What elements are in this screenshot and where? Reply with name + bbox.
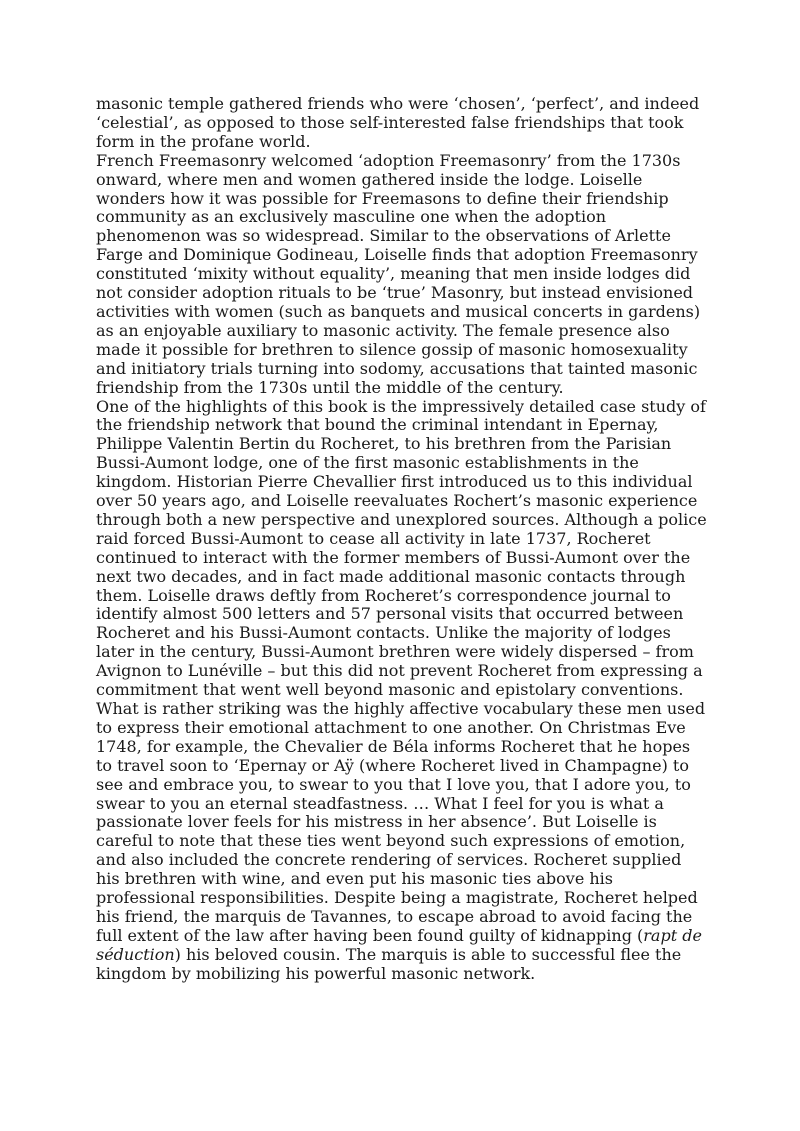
italic-term: rapt de séduction (96, 925, 702, 964)
paragraph-3-text-start: One of the highlights of this book is the impressively detailed case study of the friendship network that bound the criminal intendant in Epernay, Philippe Valentin Bertin du Rocheret, to his brethren from the Parisian Bussi-Aumont lodge, one of the first masonic establishments in the kingdom. Historian Pierre Chevallier first introduced us to this individual over 50 years ago, and Loiselle reevaluates Rochert’s masonic experience through both a new perspective and unexplored sources. Although a police raid forced Bussi-Aumont to cease all activity in late 1737, Rocheret continued to interact with the former members of Bussi-Aumont over the next two decades, and in fact made additional masonic contacts through them. Loiselle draws deftly from Rocheret’s correspondence journal to identify almost 500 letters and 57 personal visits that occurred between Rocheret and his Bussi-Aumont contacts. Unlike the majority of lodges later in the century, Bussi-Aumont brethren were widely dispersed – from Avignon to Lunéville – but this did not prevent Rocheret from expressing a commitment that went well beyond masonic and epistolary conventions. What is rather striking was the highly affective vocabulary these men used to express their emotional attachment to one another. On Christmas Eve 1748, for example, the Chevalier de Béla informs Rocheret that he hopes to travel soon to ‘Epernay or Aÿ (where Rocheret lived in Champagne) to see and embrace you, to swear to you that I love you, that I adore you, to swear to you an eternal steadfastness. … What I feel for you is what a passionate lover feels for his mistress in her absence’. But Loiselle is careful to note that these ties went beyond such expressions of emotion, and also included the concrete rendering of services. Rocheret supplied his brethren with wine, and even put his masonic ties above his professional responsibilities. Despite being a magistrate, Rocheret helped his friend, the marquis de Tavannes, to escape abroad to avoid facing the full extent of the law after having been found guilty of kidnapping ( (96, 396, 707, 945)
document-page (96, 95, 708, 984)
paragraph-1: masonic temple gathered friends who were ‘chosen’, ‘perfect’, and indeed ‘celestial’, as opposed to those self-interested false friendships that took form in the profane world. (96, 94, 700, 151)
paragraph-3-text-end: ) his beloved cousin. The marquis is able to successful flee the kingdom by mobilizing his powerful masonic network. (96, 944, 682, 983)
paragraph-2: French Freemasonry welcomed ‘adoption Freemasonry’ from the 1730s onward, where men and women gathered inside the lodge. Loiselle wonders how it was possible for Freemasons to define their friendship community as an exclusively masculine one when the adoption phenomenon was so widespread. Similar to the observations of Arlette Farge and Dominique Godineau, Loiselle finds that adoption Freemasonry constituted ‘mixity without equality’, meaning that men inside lodges did not consider adoption rituals to be ‘true’ Masonry, but instead envisioned activities with women (such as banquets and musical concerts in gardens) as an enjoyable auxiliary to masonic activity. The female presence also made it possible for brethren to silence gossip of masonic homosexuality and initiatory trials turning into sodomy, accusations that tainted masonic friendship from the 1730s until the middle of the century. (96, 150, 701, 397)
paragraph-3 (96, 398, 708, 984)
